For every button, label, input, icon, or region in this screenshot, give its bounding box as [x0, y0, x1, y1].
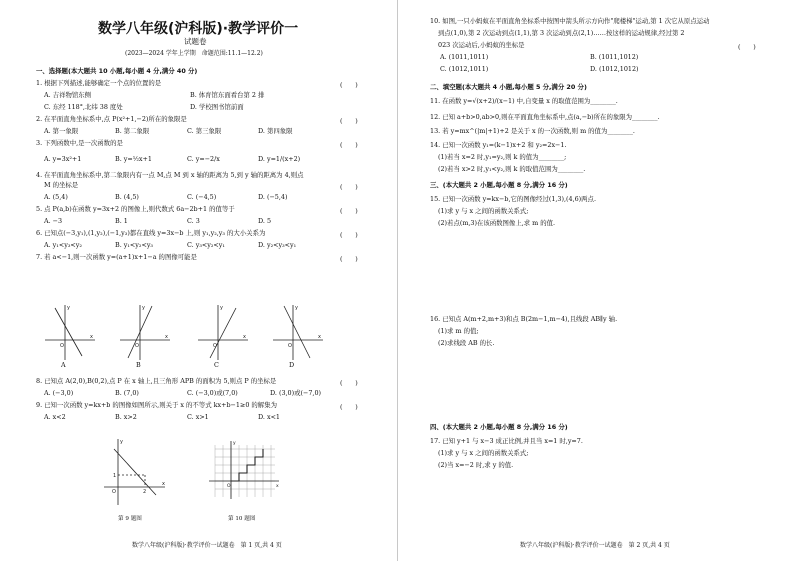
option: B. 第二象限 [115, 127, 150, 135]
option: B. x>2 [115, 413, 137, 421]
svg-text:x: x [276, 484, 279, 489]
question-16: 16. 已知点 A(m+2,m+3)和点 B(2m−1,m−4),且线段 AB∥y 轴. [430, 315, 618, 323]
option: A. (1011,1011) [440, 53, 489, 61]
svg-text:O: O [135, 343, 139, 349]
graph-label-a: A [61, 361, 66, 369]
question-10-cont2: 023 次运动后,小蚂蚁的坐标是 [438, 41, 525, 49]
question-14-part2: (2)若当 x>2 时,y₁<y₂,则 k 的取值范围为________. [438, 165, 586, 173]
option: C. 3 [187, 217, 200, 225]
svg-text:O: O [112, 489, 116, 495]
question-16-part2: (2)求线段 AB 的长. [438, 339, 495, 347]
page-subtitle: 试题卷 [184, 37, 207, 46]
question-12: 12. 已知 a+b>0,ab>0,则在平面直角坐标系中,点(a,−b)所在的象限为________. [430, 113, 660, 121]
answer-paren: ( ) [340, 255, 358, 263]
figure-10 [205, 437, 285, 513]
answer-paren: ( ) [340, 183, 358, 191]
svg-text:y: y [142, 305, 145, 311]
svg-text:y: y [220, 305, 223, 311]
question-17-part1: (1)求 y 与 x 之间的函数关系式; [438, 449, 529, 457]
section-3-header: 三、(本大题共 2 小题,每小题 8 分,满分 16 分) [430, 181, 568, 189]
svg-text:x: x [243, 334, 246, 340]
option: B. 体育馆东面看台第 2 排 [190, 91, 265, 99]
svg-text:O: O [288, 343, 292, 349]
graph-label-c: C [214, 361, 219, 369]
figure-9 [100, 435, 170, 510]
option: D. (3,0)或(−7,0) [270, 389, 322, 397]
option: B. y=½x+1 [115, 155, 152, 163]
option: C. y=−2/x [187, 155, 220, 163]
option: A. y₁<y₃<y₂ [44, 241, 82, 249]
right-footer: 数学八年级(沪科版)·教学评价一试题卷 第 2 页,共 4 页 [520, 542, 670, 549]
page-divider [397, 0, 398, 561]
svg-text:x: x [165, 334, 168, 340]
option: D. y=1/(x+2) [258, 155, 301, 163]
question-17: 17. 已知 y+1 与 x−3 成正比例,并且当 x=1 时,y=7. [430, 437, 583, 445]
question-5: 5. 点 P(a,b)在函数 y=3x+2 的图像上,则代数式 6a−2b+1 的值等于 [36, 205, 235, 213]
svg-text:x: x [90, 334, 93, 340]
question-8: 8. 已知点 A(2,0),B(0,2),点 P 在 x 轴上,且三角形 APB 的面积为 5,则点 P 的坐标是 [36, 377, 277, 385]
svg-text:y: y [233, 441, 236, 446]
question-7-graphs [40, 300, 340, 372]
option: D. 5 [258, 217, 272, 225]
section-1-header: 一、选择题(本大题共 10 小题,每小题 4 分,满分 40 分) [36, 67, 198, 75]
option: C. x>1 [187, 413, 209, 421]
question-10: 10. 如图,一只小蚂蚁在平面直角坐标系中按图中箭头所示方向作"爬楼梯"运动,第 1 次它从原点运动 [430, 17, 710, 25]
question-3: 3. 下列函数中,是一次函数的是 [36, 139, 123, 147]
question-7: 7. 若 a<−1,则一次函数 y=(a+1)x+1−a 的图像可能是 [36, 253, 197, 261]
option: B. (7,0) [115, 389, 139, 397]
question-4: 4. 在平面直角坐标系中,第二象限内有一点 M,点 M 到 x 轴的距离为 5,到 y 轴的距离为 4,则点 [36, 171, 304, 179]
left-footer: 数学八年级(沪科版)·教学评价一试题卷 第 1 页,共 4 页 [132, 542, 282, 549]
option: A. y=3x²+1 [44, 155, 82, 163]
option: D. 学校图书馆前面 [190, 103, 244, 111]
question-2: 2. 在平面直角坐标系中,点 P(x²+1,−2)所在的象限是 [36, 115, 187, 123]
option: A. −3 [44, 217, 63, 225]
svg-text:y: y [67, 305, 70, 311]
svg-text:O: O [227, 484, 231, 489]
question-14-part1: (1)若当 x=2 时,y₁=y₂,则 k 的值为________; [438, 153, 567, 161]
svg-text:y: y [295, 305, 298, 311]
answer-paren: ( ) [340, 81, 358, 89]
question-17-part2: (2)当 x=−2 时,求 y 的值. [438, 461, 514, 469]
graph-label-b: B [136, 361, 141, 369]
question-16-part1: (1)求 m 的值; [438, 327, 479, 335]
question-14: 14. 已知一次函数 y₁=(k−1)x+2 和 y₂=2x−1. [430, 141, 567, 149]
option: C. (−4,5) [187, 193, 217, 201]
figure-10-caption: 第 10 题图 [228, 516, 256, 522]
answer-paren: ( ) [340, 231, 358, 239]
answer-paren: ( ) [340, 141, 358, 149]
option: D. y₂<y₃<y₁ [258, 241, 297, 249]
option: A. 吉祥物馆东侧 [44, 91, 92, 99]
option: C. (1012,1011) [440, 65, 489, 73]
question-11: 11. 在函数 y=√(x+2)/(x−1) 中,自变量 x 的取值范围为________. [430, 97, 618, 105]
question-15-part2: (2)若点(m,3)在该函数图像上,求 m 的值. [438, 219, 556, 227]
svg-text:2: 2 [143, 489, 147, 495]
option: B. (4,5) [115, 193, 139, 201]
question-6: 6. 已知点(−3,y₁),(1,y₂),(−1,y₃)都在直线 y=3x−b 上,则 y₁,y₂,y₃ 的大小关系为 [36, 229, 266, 237]
option: C. y₃<y₂<y₁ [187, 241, 225, 249]
question-15-part1: (1)求 y 与 x 之间的函数关系式; [438, 207, 529, 215]
answer-paren: ( ) [340, 117, 358, 125]
answer-paren: ( ) [340, 207, 358, 215]
question-4-cont: M 的坐标是 [44, 181, 79, 189]
answer-paren: ( ) [340, 403, 358, 411]
page-title: 数学八年级(沪科版)·教学评价一 [98, 21, 299, 37]
question-10-cont: 到点(1,0),第 2 次运动到点(1,1),第 3 次运动到点(2,1)……按这样的运动规律,经过第 2 [438, 29, 685, 37]
question-15: 15. 已知一次函数 y=kx−b,它的图像经过(1,3),(4,6)两点. [430, 195, 596, 203]
option: D. (1012,1012) [590, 65, 639, 73]
exam-period: (2023—2024 学年上学期 命题范围:11.1—12.2) [125, 50, 263, 57]
option: A. (5,4) [44, 193, 68, 201]
figure-9-caption: 第 9 题图 [118, 516, 142, 522]
question-9: 9. 已知一次函数 y=kx+b 的图像如图所示,则关于 x 的不等式 kx+b−1≥0 的解集为 [36, 401, 277, 409]
svg-text:x: x [162, 481, 165, 487]
option: A. x<2 [44, 413, 66, 421]
option: C. 第三象限 [187, 127, 222, 135]
option: A. 第一象限 [44, 127, 79, 135]
option: B. (1011,1012) [590, 53, 639, 61]
svg-text:y: y [120, 439, 123, 445]
svg-text:x: x [318, 334, 321, 340]
option: C. 东经 118°,北纬 38 度处 [44, 103, 123, 111]
question-1: 1. 根据下列描述,能够确定一个点的位置的是 [36, 79, 162, 87]
option: B. y₁<y₂<y₃ [115, 241, 153, 249]
answer-paren: ( ) [340, 379, 358, 387]
section-2-header: 二、填空题(本大题共 4 小题,每小题 5 分,满分 20 分) [430, 83, 587, 91]
option: B. 1 [115, 217, 128, 225]
graph-label-d: D [289, 361, 295, 369]
option: C. (−3,0)或(7,0) [187, 389, 238, 397]
option: A. (−3,0) [44, 389, 74, 397]
section-4-header: 四、(本大题共 2 小题,每小题 8 分,满分 16 分) [430, 423, 568, 431]
answer-paren: ( ) [738, 43, 756, 51]
svg-text:O: O [213, 343, 217, 349]
svg-text:O: O [60, 343, 64, 349]
option: D. x<1 [258, 413, 280, 421]
option: D. 第四象限 [258, 127, 293, 135]
option: D. (−5,4) [258, 193, 288, 201]
svg-text:1: 1 [113, 473, 117, 479]
question-13: 13. 若 y=mx^(|m|+1)+2 是关于 x 的一次函数,则 m 的值为________. [430, 127, 635, 135]
